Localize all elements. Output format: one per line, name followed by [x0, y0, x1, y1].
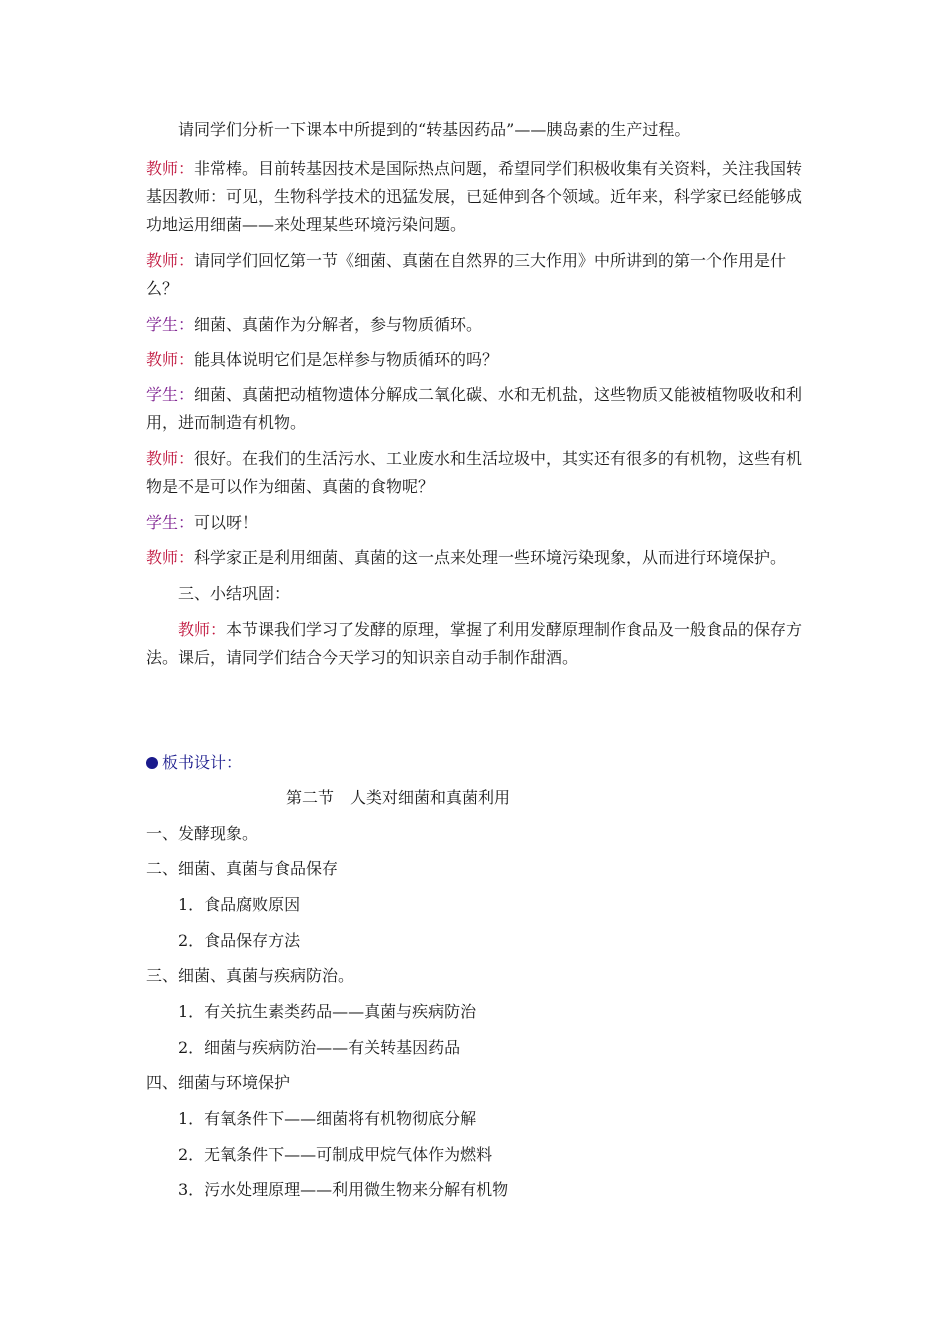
- teacher-speaker-label: 教师：: [146, 449, 195, 468]
- dialogue-text: 可以呀！: [194, 513, 259, 532]
- board-item-6: 2．细菌与疾病防治——有关转基因药品: [178, 1038, 461, 1057]
- board-item-7: 四、细菌与环境保护: [146, 1073, 291, 1092]
- dialogue-paragraph-2: [146, 247, 810, 303]
- dialogue-paragraph-5: [146, 381, 810, 437]
- dialogue-text: 请同学们分析一下课本中所提到的“转基因药品”——胰岛素的生产过程。: [178, 120, 691, 139]
- teacher-speaker-label: 教师：: [146, 350, 195, 369]
- dialogue-paragraph-9: [146, 580, 810, 608]
- board-item-3: 2．食品保存方法: [178, 931, 301, 950]
- board-item-0: 一、发酵现象。: [146, 824, 259, 843]
- dialogue-paragraph-8: [146, 544, 810, 572]
- dialogue-paragraph-3: [146, 311, 810, 339]
- board-item-9: 2．无氧条件下——可制成甲烷气体作为燃料: [178, 1145, 493, 1164]
- dialogue-text: 很好。在我们的生活污水、工业废水和生活垃圾中，其实还有很多的有机物，这些有机物是不是可以作为细菌、真菌的食物呢？: [146, 449, 803, 496]
- teacher-speaker-label: 教师：: [178, 620, 227, 639]
- board-item-10: 3．污水处理原理——利用微生物来分解有机物: [178, 1180, 509, 1199]
- dialogue-text: 能具体说明它们是怎样参与物质循环的吗？: [194, 350, 499, 369]
- section-heading: 三、小结巩固：: [178, 584, 291, 603]
- board-item-8: 1．有氧条件下——细菌将有机物彻底分解: [178, 1109, 477, 1128]
- student-speaker-label: 学生：: [146, 315, 195, 334]
- dialogue-paragraph-0: [146, 116, 810, 144]
- board-item-5: 1．有关抗生素类药品——真菌与疾病防治: [178, 1002, 477, 1021]
- board-heading: [146, 751, 242, 775]
- dialogue-text: 科学家正是利用细菌、真菌的这一点来处理一些环境污染现象，从而进行环境保护。: [194, 548, 787, 567]
- dialogue-paragraph-6: [146, 445, 810, 501]
- dialogue-text: 非常棒。目前转基因技术是国际热点问题，希望同学们积极收集有关资料，关注我国转基因教师：可见，生物科学技术的迅猛发展，已延伸到各个领域。近年来，科学家已经能够成功地运用细菌——来处理某些环境污染问题。: [146, 159, 803, 234]
- dialogue-paragraph-7: [146, 509, 810, 537]
- dialogue-paragraph-4: [146, 346, 810, 374]
- dialogue-text: 细菌、真菌把动植物遗体分解成二氧化碳、水和无机盐，这些物质又能被植物吸收和利用，进而制造有机物。: [146, 385, 803, 432]
- student-speaker-label: 学生：: [146, 385, 195, 404]
- teacher-speaker-label: 教师：: [146, 159, 195, 178]
- bullet-dot-icon: [146, 757, 158, 769]
- dialogue-text: 请同学们回忆第一节《细菌、真菌在自然界的三大作用》中所讲到的第一个作用是什么？: [146, 251, 787, 298]
- teacher-speaker-label: 教师：: [146, 548, 195, 567]
- student-speaker-label: 学生：: [146, 513, 195, 532]
- board-heading-text: 板书设计：: [162, 753, 243, 772]
- dialogue-paragraph-1: [146, 155, 810, 239]
- dialogue-text: 细菌、真菌作为分解者，参与物质循环。: [194, 315, 483, 334]
- board-title: 第二节 人类对细菌和真菌利用: [286, 788, 511, 807]
- board-item-1: 二、细菌、真菌与食品保存: [146, 859, 339, 878]
- teacher-speaker-label: 教师：: [146, 251, 195, 270]
- board-item-2: 1．食品腐败原因: [178, 895, 301, 914]
- board-item-4: 三、细菌、真菌与疾病防治。: [146, 966, 355, 985]
- dialogue-text: 本节课我们学习了发酵的原理，掌握了利用发酵原理制作食品及一般食品的保存方法。课后，请同学们结合今天学习的知识亲自动手制作甜酒。: [146, 620, 803, 667]
- dialogue-paragraph-10: [146, 616, 810, 672]
